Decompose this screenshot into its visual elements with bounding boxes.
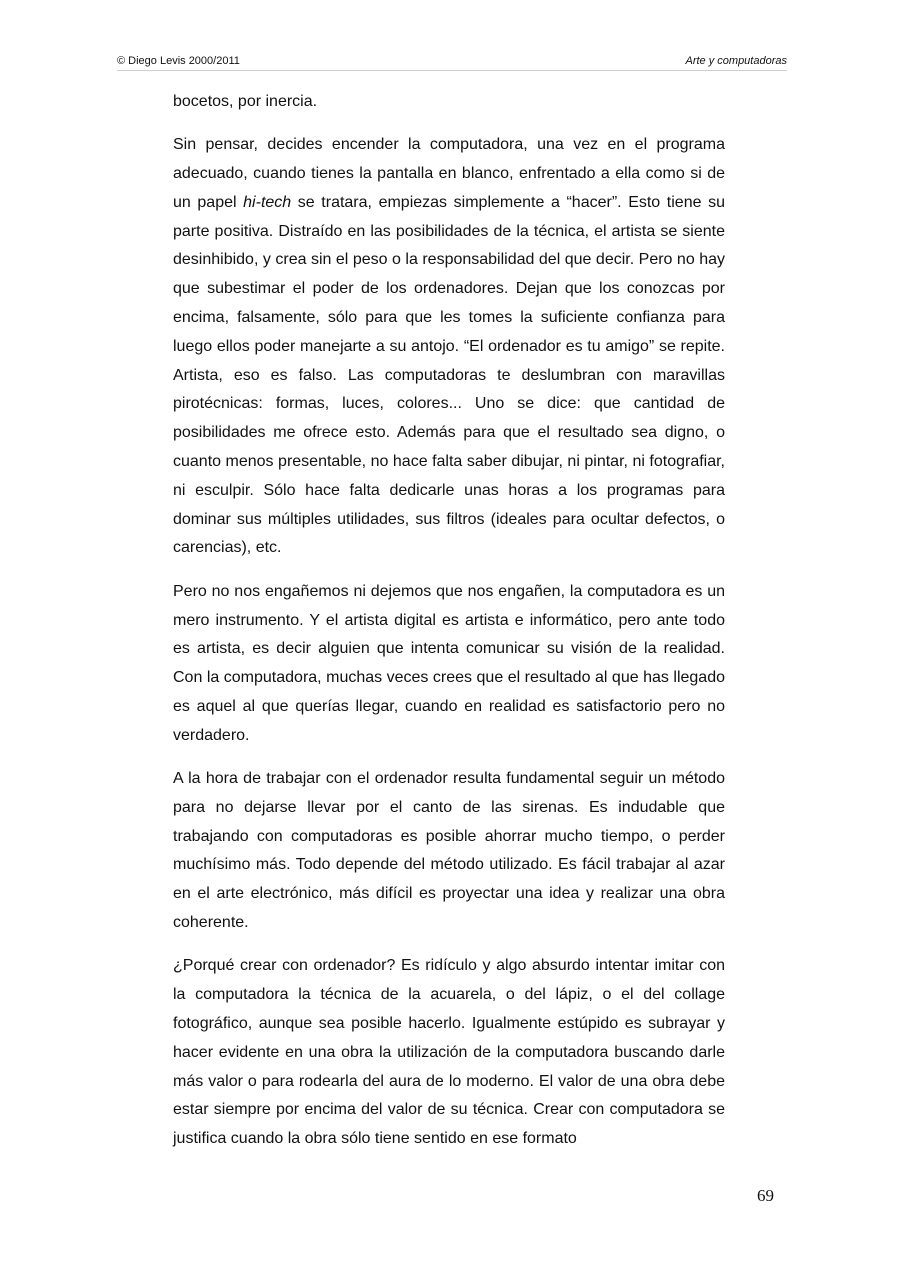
paragraph: ¿Porqué crear con ordenador? Es ridículo y algo absurdo intentar imitar con la computadora la técnica de la acuarela, o del lápiz, o el del collage fotográfico, aunque sea posible hacerlo. Igualmente estúpido es subrayar y hacer evidente en una obra la utilización de la computadora buscando darle más valor o para rodearla del aura de lo moderno. El valor de una obra debe estar siempre por encima del valor de su técnica. Crear con computadora se justifica cuando la obra sólo tiene sentido en ese formato bbox=[173, 957, 725, 1148]
paragraph bbox=[173, 131, 725, 563]
paragraph: Pero no nos engañemos ni dejemos que nos engañen, la computadora es un mero instrumento. Y el artista digital es artista e informático, pero ante todo es artista, es decir alguien que intenta comunicar su visión de la realidad. Con la computadora, muchas veces crees que el resultado al que has llegado es aquel al que querías llegar, cuando en realidad es satisfactorio pero no verdadero. bbox=[173, 582, 725, 744]
body-text bbox=[173, 88, 725, 1168]
paragraph: A la hora de trabajar con el ordenador resulta fundamental seguir un método para no dejarse llevar por el canto de las sirenas. Es indudable que trabajando con computadoras es posible ahorrar mucho tiempo, o perder muchísimo más. Todo depende del método utilizado. Es fácil trabajar al azar en el arte electrónico, más difícil es proyectar una idea y realizar una obra coherente. bbox=[173, 770, 725, 932]
paragraph: bocetos, por inercia. bbox=[173, 93, 318, 110]
page-header bbox=[117, 54, 787, 71]
paragraph-text: se tratara, empiezas simplemente a “hacer”. Esto tiene su parte positiva. Distraído en las posibilidades de la técnica, el artista se siente desinhibido, y crea sin el peso o la responsabilidad del que decir. Pero no hay que subestimar el poder de los ordenadores. Dejan que los conozcas por encima, falsamente, sólo para que les tomes la suficiente confianza para luego ellos poder manejarte a su antojo. “El ordenador es tu amigo” se repite. Artista, eso es falso. Las computadoras te deslumbran con maravillas pirotécnicas: formas, luces, colores... Uno se dice: que cantidad de posibilidades me ofrece esto. Además para que el resultado sea digno, o cuanto menos presentable, no hace falta saber dibujar, ni pintar, ni fotografiar, ni esculpir. Sólo hace falta dedicarle unas horas a los programas para dominar sus múltiples utilidades, sus filtros (ideales para ocultar defectos, o carencias), etc. bbox=[173, 193, 725, 557]
italic-term: hi-tech bbox=[243, 193, 292, 211]
copyright-notice: © Diego Levis 2000/2011 bbox=[117, 55, 240, 67]
page-number: 69 bbox=[757, 1186, 774, 1205]
running-title: Arte y computadoras bbox=[685, 55, 787, 67]
paragraph-text: Sin pensar, decides encender la computadora, una vez en el programa adecuado, cuando tienes la pantalla en blanco, enfrentado a ella como si de un papel bbox=[173, 136, 725, 211]
